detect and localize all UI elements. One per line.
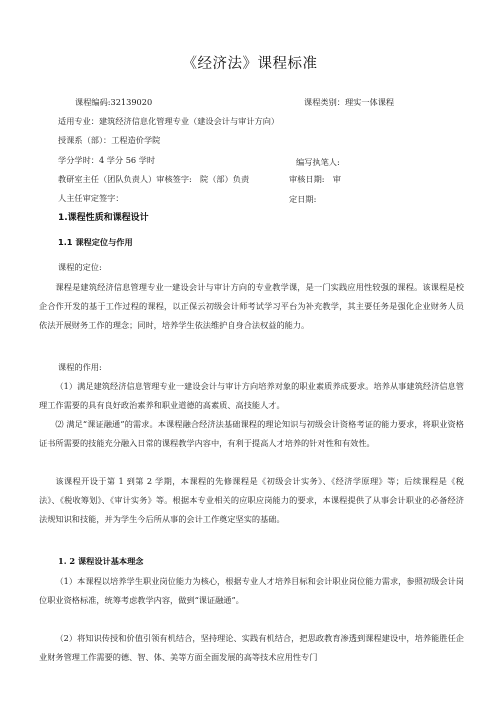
- course-type: 课程类别：理实一体课程: [304, 97, 395, 107]
- supervisor-signature: 人主任审定签字：: [58, 193, 124, 203]
- section-1-1-heading: 1.1 课程定位与作用: [58, 237, 133, 247]
- reviewer-signature: 教研室主任（团队负责人）审核签字:: [58, 174, 192, 184]
- course-code-text: 课程编码:32139020: [75, 97, 153, 107]
- schedule-paragraph: 该课程开设于第 1 到第 2 学期，本课程的先修课程是《初级会计实务》、《经济学原理》等；后续课程是《税法》、《税收筹划》、《审计实务》等。根据本专业相关的应职应岗能力的要求，本课程提供了从事会计职业的必备经济法规知识和技能，并为学生今后所从事的会计工作奠定坚实的基础。: [39, 476, 464, 524]
- credits-hours: 学分学时：4 学分 56 学时: [58, 155, 156, 165]
- role-label: 课程的作用:: [58, 362, 102, 372]
- concept-paragraph-2: （2）将知识传授和价值引领有机结合，坚持理论、实践有机结合，把思政教育渗透到课程建设中，培养能胜任企业财务管理工作需要的德、智、体、美等方面全面发展的高等技术应用性专门: [39, 633, 464, 662]
- section-1-2-heading: 1. 2 课程设计基本理念: [58, 556, 144, 566]
- positioning-label: 课程的定位:: [58, 262, 102, 272]
- author: 编写执笔人:: [296, 157, 340, 167]
- applicable-major: 适用专业：建筑经济信息化管理专业（建设会计与审计方向）: [58, 116, 280, 126]
- dept-head: 院（部）负责: [200, 174, 250, 184]
- positioning-paragraph: 课程是建筑经济信息管理专业一建设会计与审计方向的专业教学课，是一门实践应用性较强的课程。该课程是校企合作开发的基于工作过程的课程，以正保云初级会计师考试学习平台为补充教学，其主要任务是强化企业财务人员依法开展财务工作的理念；同时，培养学生依法维护自身合法权益的能力。: [39, 282, 464, 330]
- course-code: [75, 97, 152, 108]
- teaching-department: 授课系（部）：工程造价学院: [58, 135, 161, 145]
- role-paragraph-1: （1）满足建筑经济信息管理专业一建设会计与审计方向培养对象的职业素质养成要求。培养从事建筑经济信息管理工作需要的具有良好政治素养和职业道德的高素质、高技能人才。: [39, 381, 464, 410]
- finalize-date: 定日期:: [289, 194, 317, 204]
- review-date: 审核日期: 审: [289, 174, 341, 184]
- concept-paragraph-1: （1）本课程以培养学生职业岗位能力为核心，根据专业人才培养目标和会计职业岗位能力需求，参照初级会计岗位职业资格标准，统筹考虑教学内容，做到“课证融通”。: [39, 576, 464, 605]
- section-1-heading: 1.课程性质和课程设计: [58, 213, 149, 223]
- role-paragraph-2: ⑵ 满足“课证融通”的需求。本课程融合经济法基础课程的理论知识与初级会计资格考证的能力要求，将职业资格证书所需要的技能充分融入日常的课程教学内容中，有利于提高人才培养的针对性和有效性。: [39, 419, 464, 448]
- document-title: 《经济法》课程标准: [182, 56, 318, 72]
